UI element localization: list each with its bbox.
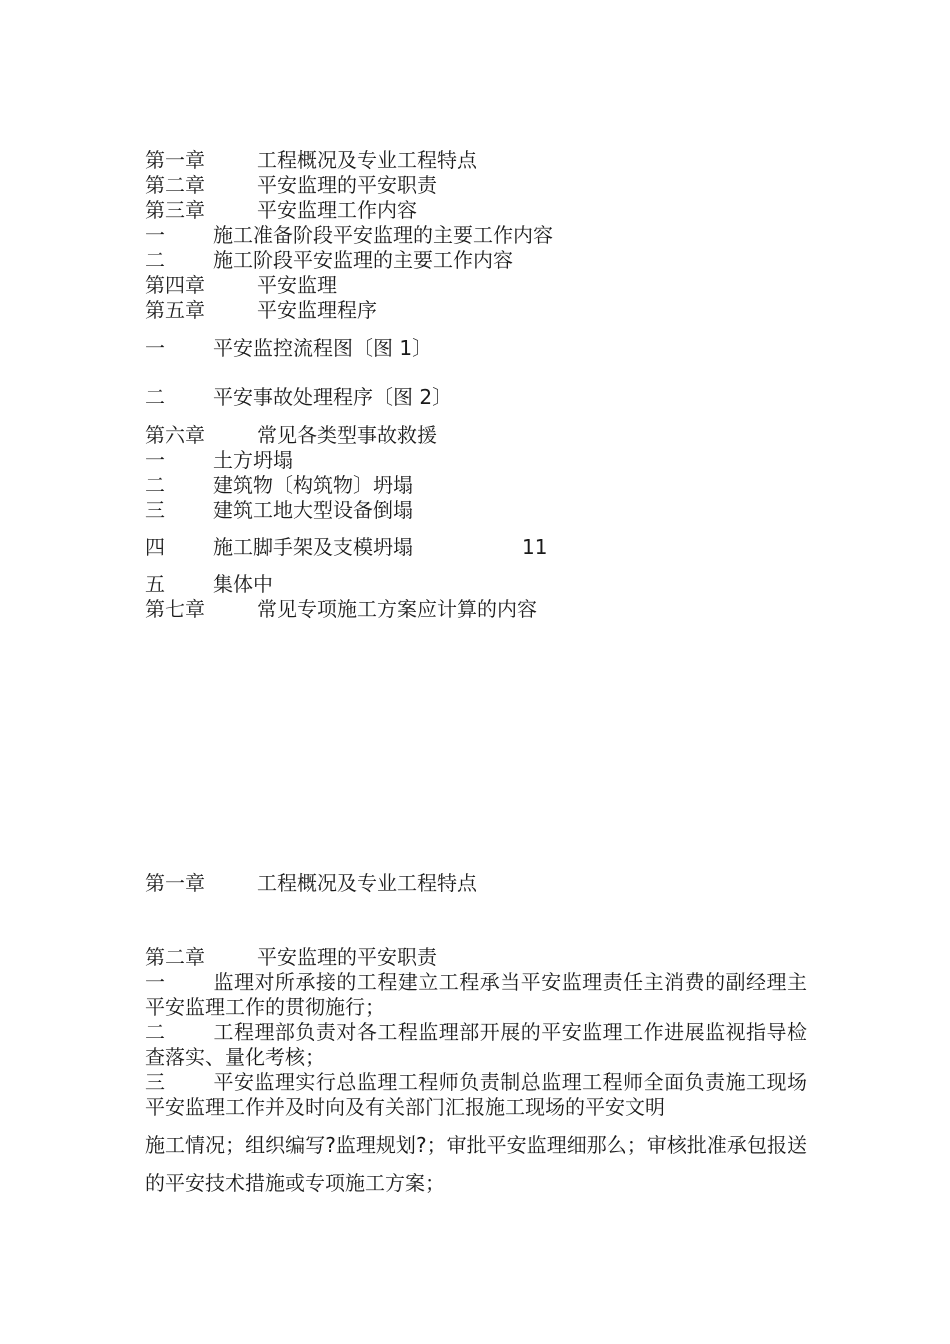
body-paragraph <box>145 970 807 1020</box>
body-paragraph <box>145 1126 807 1202</box>
chapter-title: 工程概况及专业工程特点 <box>257 871 477 895</box>
toc-line <box>145 385 452 410</box>
toc-title: 平安监理的平安职责 <box>257 173 437 197</box>
toc-number: 四 <box>145 535 165 559</box>
toc-title: 施工阶段平安监理的主要工作内容 <box>213 248 513 272</box>
paragraph-text: 施工情况；组织编写?监理规划?；审批平安监理细那么；审核批准承包报送的平安技术措施或专项施工方案； <box>145 1133 807 1195</box>
body-paragraph <box>145 1020 807 1070</box>
chapter-number: 第二章 <box>145 945 205 969</box>
chapter-heading <box>145 871 477 896</box>
toc-line <box>145 498 413 523</box>
toc-line <box>145 173 437 198</box>
toc-line <box>145 597 537 622</box>
toc-number: 第二章 <box>145 173 205 197</box>
toc-title: 常见专项施工方案应计算的内容 <box>257 597 537 621</box>
body-paragraph <box>145 1070 807 1120</box>
toc-line <box>145 423 437 448</box>
toc-title: 平安监理程序 <box>257 298 377 322</box>
toc-number: 一 <box>145 336 165 360</box>
toc-number: 第四章 <box>145 273 205 297</box>
toc-number: 第一章 <box>145 148 205 172</box>
toc-line <box>145 273 337 298</box>
chapter-title: 平安监理的平安职责 <box>257 945 437 969</box>
paragraph-number: 二 <box>145 1020 165 1044</box>
toc-number: 一 <box>145 448 165 472</box>
paragraph-text: 工程理部负责对各工程监理部开展的平安监理工作进展监视指导检查落实、量化考核； <box>145 1020 807 1069</box>
chapter-number: 第一章 <box>145 871 205 895</box>
toc-title: 常见各类型事故救援 <box>257 423 437 447</box>
toc-title: 平安监理工作内容 <box>257 198 417 222</box>
paragraph-number: 三 <box>145 1070 165 1094</box>
toc-number: 二 <box>145 385 165 409</box>
toc-title: 集体中 <box>213 572 273 596</box>
chapter-heading <box>145 945 437 970</box>
toc-number: 二 <box>145 473 165 497</box>
paragraph-number: 一 <box>145 970 165 994</box>
toc-line <box>145 198 417 223</box>
toc-number: 一 <box>145 223 165 247</box>
toc-line <box>145 248 513 273</box>
toc-title: 工程概况及专业工程特点 <box>257 148 477 172</box>
toc-number: 第三章 <box>145 198 205 222</box>
toc-title: 施工脚手架及支模坍塌 <box>213 535 413 559</box>
toc-title: 平安监理 <box>257 273 337 297</box>
toc-number: 三 <box>145 498 165 522</box>
toc-title: 建筑物〔构筑物〕坍塌 <box>213 473 413 497</box>
toc-title: 施工准备阶段平安监理的主要工作内容 <box>213 223 553 247</box>
toc-line <box>145 336 432 361</box>
paragraph-text: 监理对所承接的工程建立工程承当平安监理责任主消费的副经理主平安监理工作的贯彻施行； <box>145 970 807 1019</box>
toc-line <box>145 298 377 323</box>
toc-line <box>145 223 553 248</box>
paragraph-text: 平安监理实行总监理工程师负责制总监理工程师全面负责施工现场平安监理工作并及时向及有关部门汇报施工现场的平安文明 <box>145 1070 807 1119</box>
toc-line <box>145 448 293 473</box>
toc-number: 第六章 <box>145 423 205 447</box>
toc-title: 建筑工地大型设备倒塌 <box>213 498 413 522</box>
toc-number: 二 <box>145 248 165 272</box>
toc-title: 平安监控流程图〔图 1〕 <box>213 336 433 360</box>
toc-number: 五 <box>145 572 165 596</box>
toc-line <box>145 535 705 560</box>
toc-title: 平安事故处理程序〔图 2〕 <box>213 385 453 409</box>
toc-title: 土方坍塌 <box>213 448 293 472</box>
toc-line <box>145 473 413 498</box>
toc-number: 第七章 <box>145 597 205 621</box>
toc-number: 第五章 <box>145 298 205 322</box>
toc-line <box>145 148 477 173</box>
toc-line <box>145 572 273 597</box>
toc-page-number: 11 <box>522 535 548 559</box>
